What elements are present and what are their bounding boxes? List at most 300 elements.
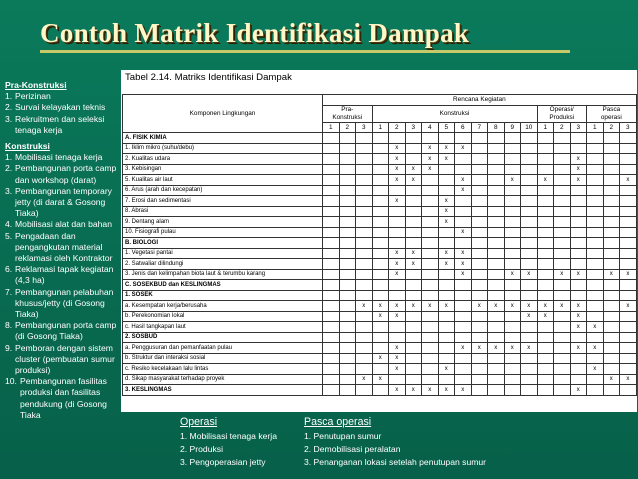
matrix-cell (471, 385, 488, 396)
pra-konstruksi-list (5, 91, 121, 136)
impact-mark: x (405, 301, 422, 312)
matrix-cell (537, 353, 554, 364)
table-row (123, 311, 637, 322)
matrix-cell (537, 290, 554, 301)
list-item-number: 4. (5, 219, 13, 230)
matrix-cell (570, 374, 587, 385)
impact-mark: x (620, 374, 637, 385)
matrix-cell (389, 290, 406, 301)
matrix-cell (339, 227, 356, 238)
matrix-cell (537, 280, 554, 291)
impact-mark: x (570, 154, 587, 165)
list-item: 3. Penanganan lokasi setelah penutupan sumur (304, 457, 487, 467)
matrix-cell (471, 133, 488, 144)
matrix-cell (471, 206, 488, 217)
matrix-cell (504, 248, 521, 259)
matrix-cell (372, 206, 389, 217)
matrix-cell (339, 196, 356, 207)
matrix-cell (438, 164, 455, 175)
table-row (123, 385, 637, 396)
table-row (123, 259, 637, 270)
impact-mark: x (405, 175, 422, 186)
impact-mark: x (438, 385, 455, 396)
pra-konstruksi-header: Pra-Konstruksi (5, 80, 67, 90)
matrix-cell (356, 238, 373, 249)
matrix-cell (554, 322, 571, 333)
column-number: 1 (323, 122, 340, 133)
matrix-cell (356, 143, 373, 154)
matrix-cell (323, 280, 340, 291)
matrix-cell (587, 196, 604, 207)
matrix-cell (372, 343, 389, 354)
impact-mark: x (372, 301, 389, 312)
list-item-text: Rekruitmen dan seleksi tenaga kerja (15, 113, 105, 135)
matrix-cell (372, 280, 389, 291)
matrix-cell (488, 290, 505, 301)
matrix-cell (339, 259, 356, 270)
matrix-cell (339, 374, 356, 385)
matrix-cell (405, 227, 422, 238)
matrix-cell (455, 364, 472, 375)
component-label: 7. Erosi dan sedimentasi (123, 196, 323, 207)
matrix-cell (405, 353, 422, 364)
matrix-cell (356, 311, 373, 322)
impact-mark: x (438, 248, 455, 259)
matrix-cell (620, 332, 637, 343)
matrix-cell (570, 332, 587, 343)
table-row (123, 196, 637, 207)
list-item (5, 163, 121, 185)
impact-mark: x (389, 385, 406, 396)
matrix-cell (620, 280, 637, 291)
matrix-cell (570, 217, 587, 228)
impact-mark: x (422, 143, 439, 154)
impact-mark: x (455, 227, 472, 238)
matrix-cell (389, 185, 406, 196)
matrix-cell (521, 133, 538, 144)
matrix-cell (488, 143, 505, 154)
matrix-cell (356, 206, 373, 217)
matrix-cell (620, 206, 637, 217)
matrix-cell (422, 269, 439, 280)
matrix-cell (471, 238, 488, 249)
impact-mark: x (455, 248, 472, 259)
list-item-number: 10. (5, 376, 17, 387)
impact-mark: x (438, 196, 455, 207)
matrix-cell (570, 364, 587, 375)
matrix-cell (339, 206, 356, 217)
list-item-text: Perizinan (15, 91, 51, 102)
matrix-cell (323, 374, 340, 385)
matrix-cell (603, 206, 620, 217)
matrix-cell (587, 353, 604, 364)
matrix-cell (438, 227, 455, 238)
matrix-cell (554, 290, 571, 301)
matrix-cell (455, 238, 472, 249)
list-item-number: 2. (5, 102, 13, 113)
impact-mark: x (372, 374, 389, 385)
pasca-operasi-header: Pasca operasi (587, 105, 637, 122)
column-number: 2 (339, 122, 356, 133)
component-label: 3. Jenis dan kelimpahan biota laut & terumbu karang (123, 269, 323, 280)
table-row (123, 133, 637, 144)
matrix-cell (488, 364, 505, 375)
matrix-cell (405, 143, 422, 154)
matrix-cell (356, 364, 373, 375)
matrix-cell (339, 301, 356, 312)
matrix-cell (471, 364, 488, 375)
list-item-text: Pengadaan dan pengangkutan material reklamasi oleh Kontraktor (15, 230, 113, 264)
matrix-cell (488, 332, 505, 343)
impact-mark: x (587, 343, 604, 354)
component-label: 2. SOSBUD (123, 332, 323, 343)
matrix-cell (339, 185, 356, 196)
table-row (123, 364, 637, 375)
matrix-cell (603, 227, 620, 238)
component-label: A. FISIK KIMIA (123, 133, 323, 144)
operasi-produksi-header: Operasi/ Produksi (537, 105, 587, 122)
matrix-cell (504, 133, 521, 144)
impact-mark: x (389, 248, 406, 259)
matrix-cell (554, 133, 571, 144)
matrix-cell (323, 332, 340, 343)
matrix-cell (422, 196, 439, 207)
impact-mark: x (372, 353, 389, 364)
matrix-cell (504, 217, 521, 228)
table-row (123, 301, 637, 312)
list-item (5, 152, 121, 163)
matrix-cell (405, 374, 422, 385)
component-label: 9. Dentang alam (123, 217, 323, 228)
matrix-cell (521, 259, 538, 270)
matrix-cell (455, 133, 472, 144)
matrix-cell (570, 238, 587, 249)
impact-mark: x (504, 269, 521, 280)
matrix-cell (422, 374, 439, 385)
matrix-cell (339, 143, 356, 154)
impact-mark: x (471, 343, 488, 354)
title-underline (40, 50, 570, 53)
matrix-cell (422, 280, 439, 291)
matrix-cell (521, 332, 538, 343)
header-row (123, 95, 637, 106)
impact-mark: x (455, 385, 472, 396)
matrix-cell (603, 175, 620, 186)
impact-mark: x (455, 343, 472, 354)
matrix-cell (339, 311, 356, 322)
matrix-cell (587, 385, 604, 396)
list-item-text: Reklamasi tapak kegiatan (4,3 ha) (15, 264, 114, 286)
impact-mark: x (554, 301, 571, 312)
matrix-cell (372, 290, 389, 301)
table-row (123, 143, 637, 154)
matrix-cell (504, 164, 521, 175)
matrix-cell (339, 290, 356, 301)
matrix-cell (356, 227, 373, 238)
impact-mark: x (570, 322, 587, 333)
component-label: a. Penggusuran dan pemanfaatan pulau (123, 343, 323, 354)
list-item (5, 219, 121, 230)
table-row (123, 164, 637, 175)
matrix-cell (504, 385, 521, 396)
impact-mark: x (504, 301, 521, 312)
column-number: 5 (438, 122, 455, 133)
matrix-cell (405, 364, 422, 375)
matrix-cell (372, 248, 389, 259)
matrix-cell (356, 196, 373, 207)
impact-mark: x (455, 259, 472, 270)
matrix-cell (323, 259, 340, 270)
matrix-cell (620, 343, 637, 354)
matrix-cell (620, 311, 637, 322)
column-number: 3 (570, 122, 587, 133)
matrix-cell (587, 290, 604, 301)
matrix-cell (603, 343, 620, 354)
matrix-cell (339, 353, 356, 364)
matrix-cell (537, 133, 554, 144)
list-item-number: 1. (5, 152, 13, 163)
component-label: 6. Arus (arah dan kecepatan) (123, 185, 323, 196)
matrix-cell (504, 332, 521, 343)
component-label: 1. Iklim mikro (suhu/debu) (123, 143, 323, 154)
list-item-text: Pemboran dengan sistem cluster (pembuatan sumur produksi) (15, 342, 115, 376)
matrix-cell (438, 322, 455, 333)
list-item: 1. Penutupan sumur (304, 431, 382, 441)
matrix-cell (356, 322, 373, 333)
impact-mark: x (389, 269, 406, 280)
matrix-cell (323, 133, 340, 144)
matrix-cell (570, 259, 587, 270)
impact-mark: x (389, 175, 406, 186)
list-item: 1. Mobilisasi tenaga kerja (180, 431, 277, 441)
impact-mark: x (504, 175, 521, 186)
impact-mark: x (389, 353, 406, 364)
table-row (123, 353, 637, 364)
list-item-text: Pembangunan porta camp dan workshop (darat) (15, 163, 117, 185)
matrix-cell (422, 248, 439, 259)
matrix-cell (372, 164, 389, 175)
matrix-cell (471, 322, 488, 333)
matrix-cell (471, 154, 488, 165)
impact-mark: x (521, 343, 538, 354)
list-item-text: Mobilisasi tenaga kerja (15, 152, 103, 163)
column-number: 2 (554, 122, 571, 133)
matrix-cell (554, 248, 571, 259)
matrix-cell (389, 322, 406, 333)
matrix-cell (422, 185, 439, 196)
impact-mark: x (570, 311, 587, 322)
matrix-cell (504, 196, 521, 207)
matrix-cell (537, 196, 554, 207)
matrix-cell (554, 206, 571, 217)
impact-mark: x (603, 269, 620, 280)
matrix-cell (323, 238, 340, 249)
list-item: 2. Demobilisasi peralatan (304, 444, 401, 454)
matrix-cell (405, 238, 422, 249)
matrix-cell (339, 248, 356, 259)
table-row (123, 217, 637, 228)
matrix-cell (554, 280, 571, 291)
matrix-cell (587, 143, 604, 154)
matrix-cell (339, 385, 356, 396)
matrix-cell (438, 133, 455, 144)
matrix-cell (537, 374, 554, 385)
matrix-cell (438, 374, 455, 385)
matrix-cell (537, 164, 554, 175)
matrix-cell (488, 206, 505, 217)
matrix-cell (620, 227, 637, 238)
komponen-header: Komponen Lingkungan (123, 95, 323, 133)
matrix-cell (323, 364, 340, 375)
matrix-cell (471, 217, 488, 228)
matrix-cell (603, 196, 620, 207)
matrix-cell (554, 332, 571, 343)
component-label: c. Resiko kecelakaan lalu lintas (123, 364, 323, 375)
matrix-table-image (121, 70, 637, 412)
column-number: 1 (372, 122, 389, 133)
matrix-cell (537, 185, 554, 196)
matrix-cell (455, 280, 472, 291)
list-item-number: 3. (5, 185, 13, 196)
list-item (5, 376, 121, 421)
matrix-cell (603, 185, 620, 196)
matrix-cell (438, 332, 455, 343)
table-row (123, 269, 637, 280)
matrix-cell (356, 133, 373, 144)
matrix-cell (554, 143, 571, 154)
matrix-cell (405, 332, 422, 343)
matrix-cell (603, 332, 620, 343)
matrix-cell (372, 185, 389, 196)
matrix-cell (356, 353, 373, 364)
matrix-cell (405, 269, 422, 280)
matrix-cell (488, 322, 505, 333)
impact-mark: x (620, 175, 637, 186)
impact-mark: x (438, 259, 455, 270)
matrix-cell (389, 206, 406, 217)
impact-mark: x (570, 164, 587, 175)
matrix-cell (587, 227, 604, 238)
matrix-cell (405, 185, 422, 196)
impact-mark: x (455, 143, 472, 154)
matrix-cell (455, 353, 472, 364)
pasca-list (304, 430, 486, 469)
matrix-cell (570, 206, 587, 217)
impact-mark: x (537, 311, 554, 322)
matrix-cell (422, 311, 439, 322)
matrix-cell (587, 238, 604, 249)
matrix-cell (620, 322, 637, 333)
matrix-cell (504, 311, 521, 322)
matrix-cell (554, 374, 571, 385)
matrix-cell (323, 311, 340, 322)
matrix-cell (587, 374, 604, 385)
matrix-cell (339, 332, 356, 343)
impact-mark: x (405, 248, 422, 259)
table-row (123, 227, 637, 238)
matrix-cell (521, 385, 538, 396)
matrix-cell (455, 217, 472, 228)
matrix-cell (521, 353, 538, 364)
list-item (5, 102, 121, 113)
matrix-cell (554, 164, 571, 175)
matrix-cell (471, 164, 488, 175)
column-number: 2 (603, 122, 620, 133)
matrix-cell (323, 227, 340, 238)
impact-mark: x (620, 301, 637, 312)
matrix-cell (570, 185, 587, 196)
list-item-text: Pembangunan porta camp (di Gosong Tiaka) (15, 320, 117, 342)
impact-mark: x (389, 343, 406, 354)
matrix-cell (455, 374, 472, 385)
list-item-text: Pembangunan pelabuhan khusus/jetty (di Gosong Tiaka) (15, 286, 114, 320)
matrix-cell (488, 385, 505, 396)
impact-mark: x (455, 175, 472, 186)
matrix-cell (587, 154, 604, 165)
matrix-cell (587, 185, 604, 196)
impact-mark: x (587, 364, 604, 375)
matrix-cell (471, 259, 488, 270)
matrix-cell (356, 175, 373, 186)
activity-list (5, 80, 121, 421)
column-number: 10 (521, 122, 538, 133)
matrix-cell (372, 269, 389, 280)
matrix-cell (323, 185, 340, 196)
matrix-cell (537, 143, 554, 154)
matrix-cell (323, 269, 340, 280)
matrix-cell (372, 259, 389, 270)
matrix-cell (537, 259, 554, 270)
matrix-cell (587, 301, 604, 312)
matrix-cell (323, 322, 340, 333)
matrix-cell (521, 280, 538, 291)
matrix-cell (339, 175, 356, 186)
matrix-cell (504, 154, 521, 165)
impact-mark: x (570, 343, 587, 354)
matrix-cell (521, 196, 538, 207)
matrix-cell (405, 154, 422, 165)
matrix-cell (455, 301, 472, 312)
matrix-cell (504, 374, 521, 385)
impact-mark: x (438, 154, 455, 165)
component-label: 8. Abrasi (123, 206, 323, 217)
impact-mark: x (389, 164, 406, 175)
matrix-cell (620, 143, 637, 154)
impact-mark: x (554, 269, 571, 280)
matrix-cell (471, 290, 488, 301)
matrix-cell (455, 322, 472, 333)
matrix-cell (554, 364, 571, 375)
matrix-cell (521, 227, 538, 238)
matrix-cell (570, 227, 587, 238)
matrix-cell (537, 154, 554, 165)
matrix-cell (389, 217, 406, 228)
konstruksi-list (5, 152, 121, 421)
matrix-cell (537, 343, 554, 354)
matrix-cell (537, 385, 554, 396)
matrix-cell (471, 175, 488, 186)
matrix-cell (422, 206, 439, 217)
matrix-cell (587, 175, 604, 186)
column-number: 3 (620, 122, 637, 133)
component-label: 1. SOSEK (123, 290, 323, 301)
table-row (123, 290, 637, 301)
matrix-cell (488, 311, 505, 322)
impact-mark: x (438, 301, 455, 312)
matrix-cell (356, 154, 373, 165)
impact-mark: x (587, 322, 604, 333)
matrix-cell (554, 185, 571, 196)
